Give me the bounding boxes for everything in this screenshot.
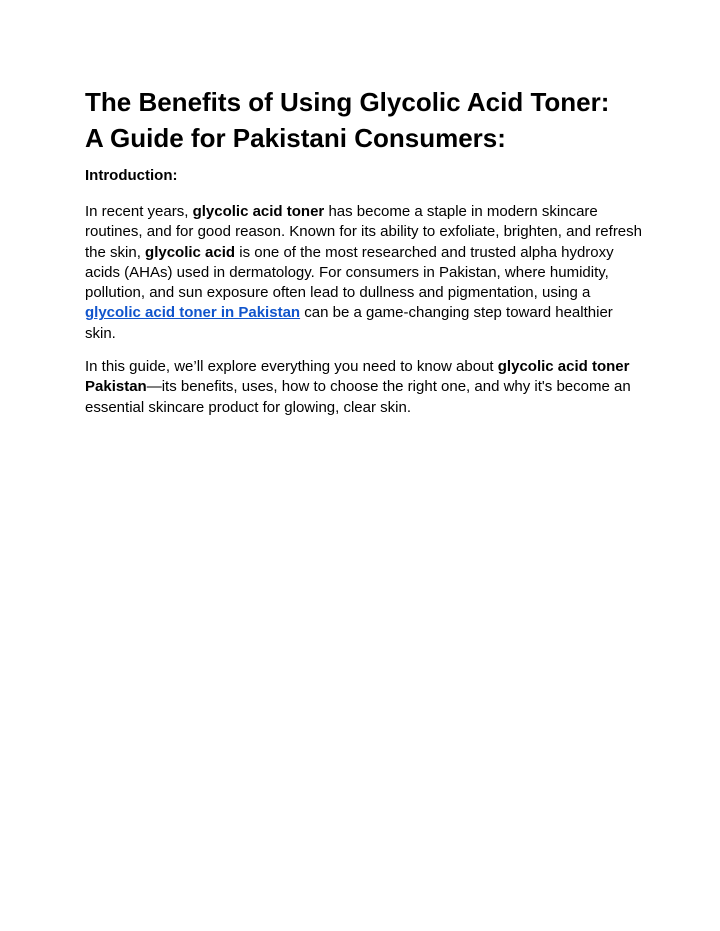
glycolic-toner-link[interactable]: glycolic acid toner in Pakistan [85, 304, 301, 322]
title-line-1: The Benefits of Using Glycolic Acid Toner: [85, 87, 610, 117]
intro-paragraph-1 [85, 202, 645, 344]
para1-text-4: can be a game-changing step toward healthier skin. [85, 304, 613, 342]
para2-text-2: —its benefits, uses, how to choose the right one, and why it's become an essential skincare product for glowing, clear skin. [85, 378, 631, 416]
introduction-heading: Introduction: [85, 167, 178, 184]
para1-bold-2: glycolic acid [145, 243, 236, 261]
para1-text-1: In recent years, [85, 203, 193, 220]
para1-bold-1: glycolic acid toner [192, 203, 325, 220]
document-title [85, 84, 645, 156]
document-content [85, 84, 645, 418]
title-line-2: A Guide for Pakistani Consumers: [85, 123, 506, 153]
intro-paragraph-2 [85, 357, 645, 418]
para2-text-1: In this guide, we’ll explore everything you need to know about [85, 358, 498, 376]
para2-bold-1: glycolic acid toner Pakistan [85, 358, 630, 396]
para1-text-2: has become a staple in modern skincare routines, and for good reason. Known for its ability to exfoliate, brighten, and refresh the skin, [85, 203, 642, 261]
para1-text-3: is one of the most researched and trusted alpha hydroxy acids (AHAs) used in dermatology. For consumers in Pakistan, where humidity, pollution, and sun exposure often lead to dullness and pigmentation, using a [85, 243, 614, 302]
